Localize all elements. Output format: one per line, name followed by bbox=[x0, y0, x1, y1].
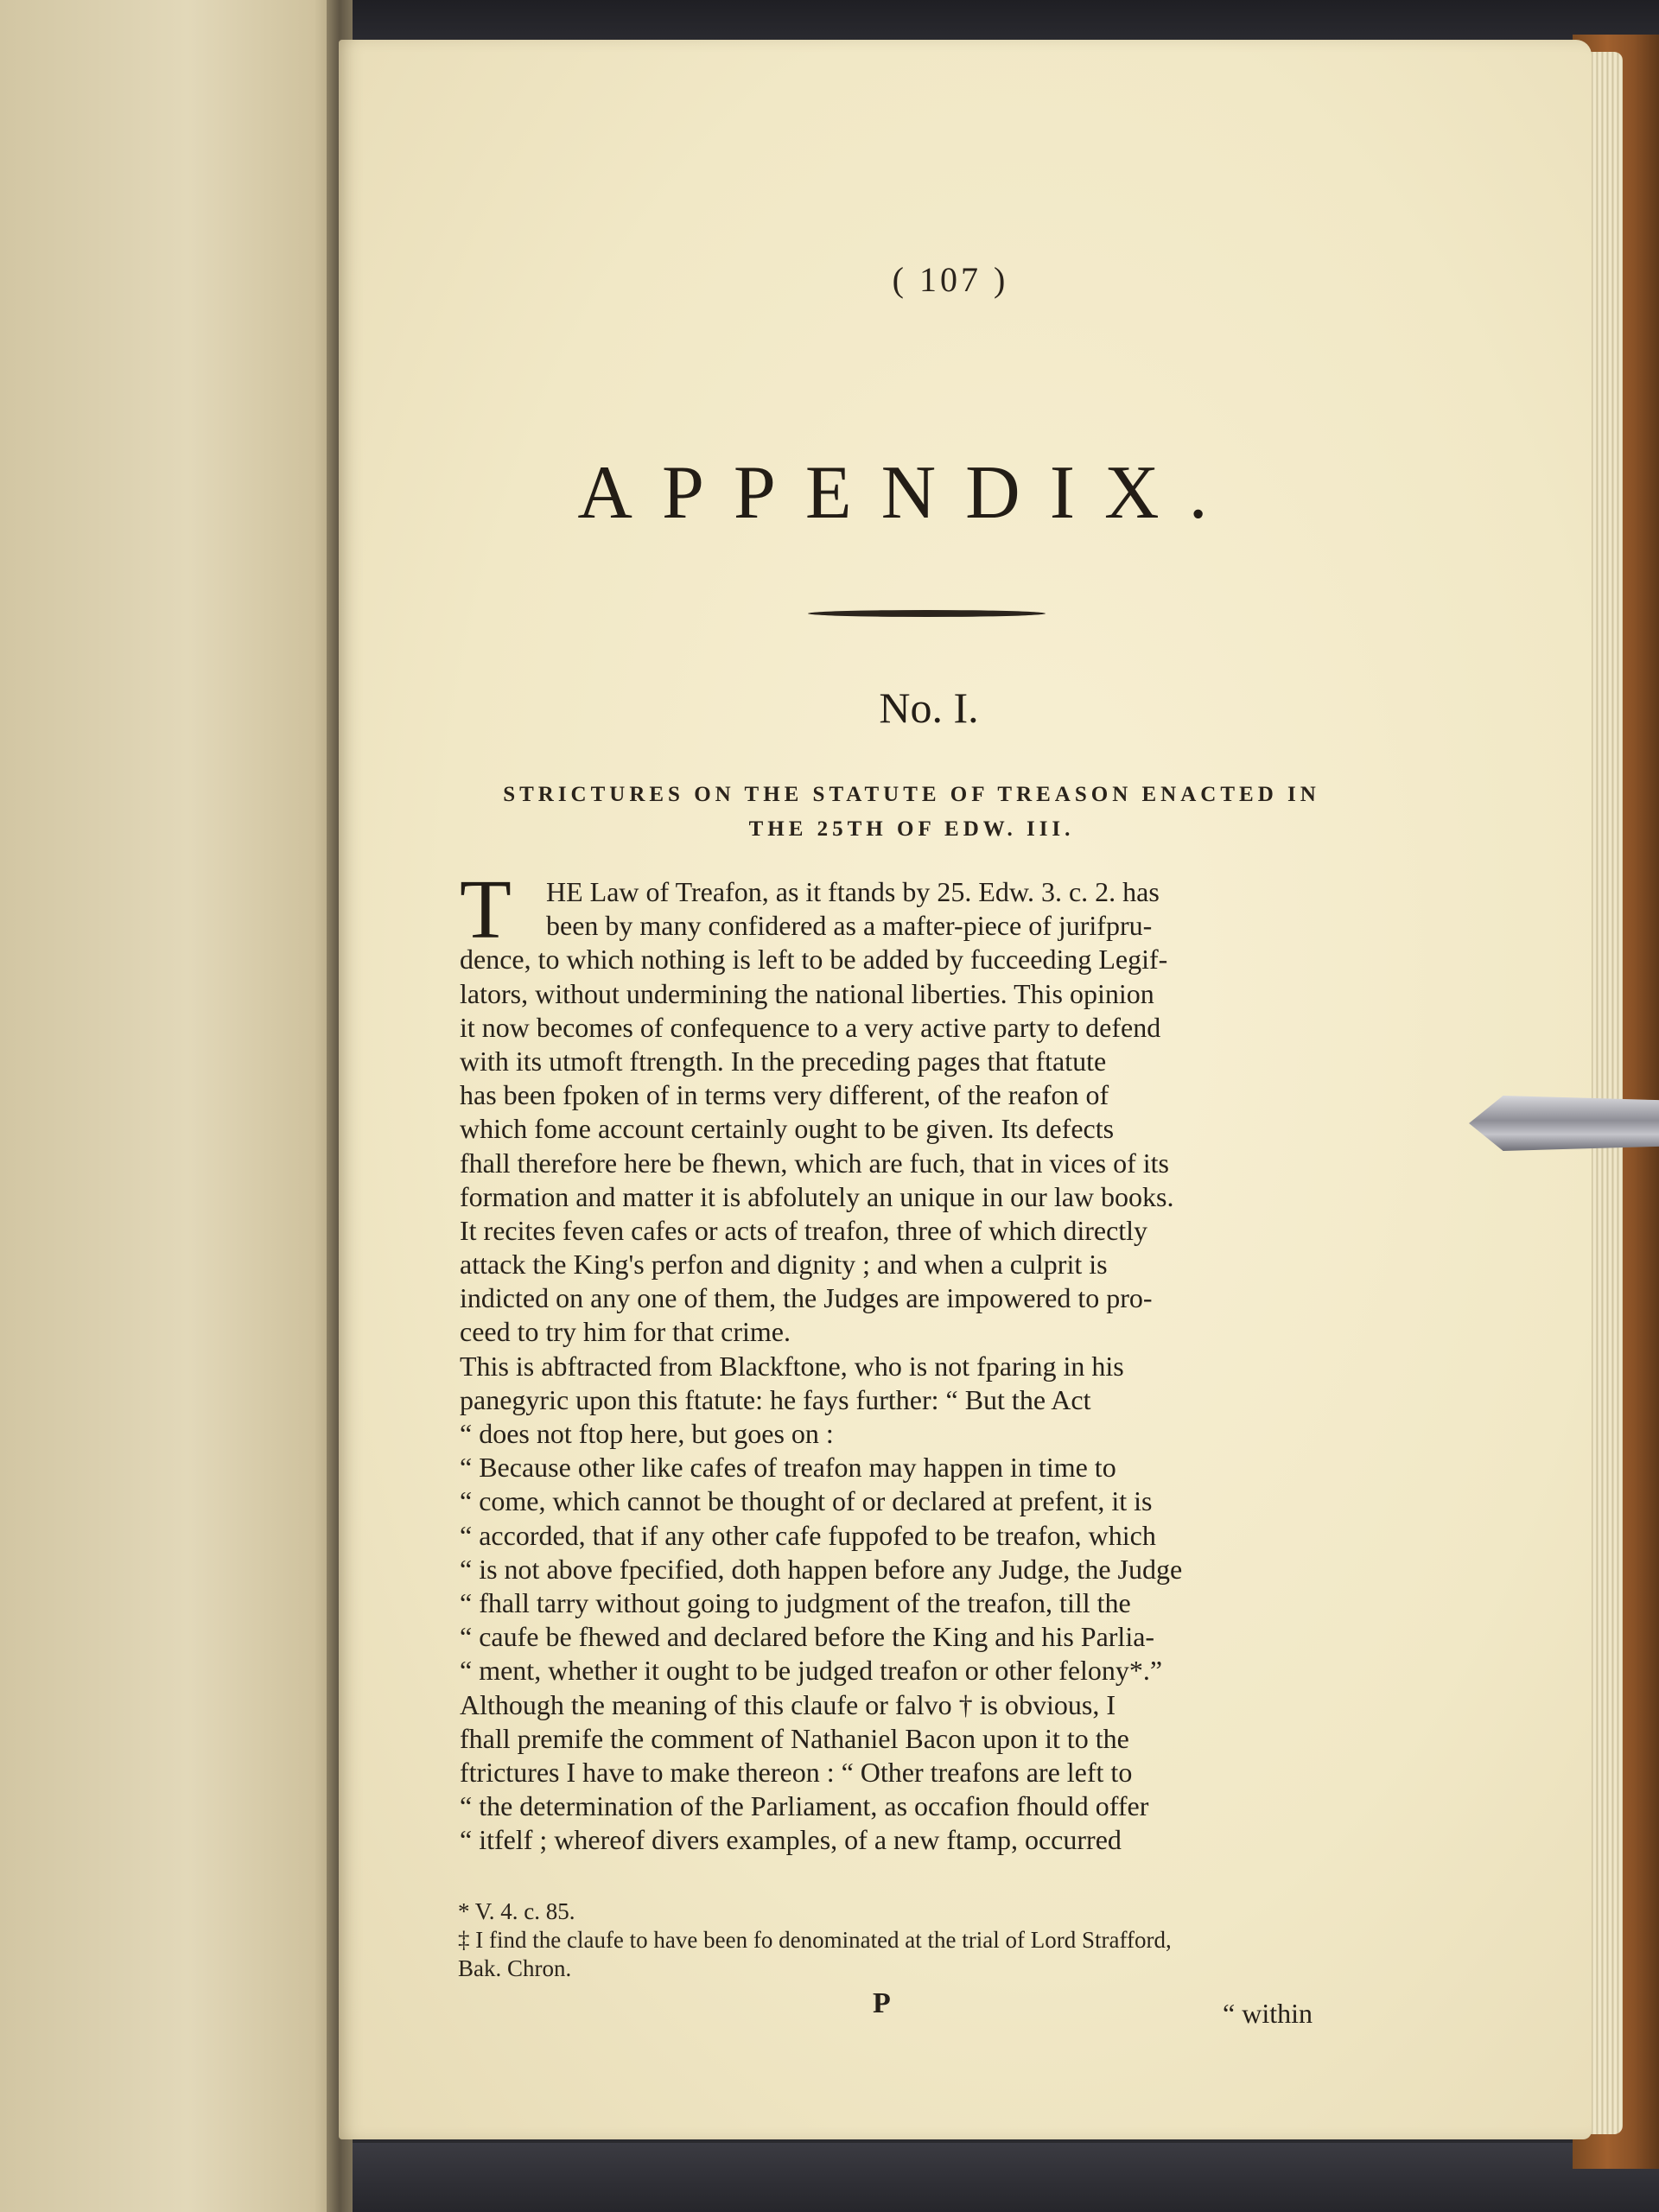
body-line: “ fhall tarry without going to judgment of the treafon, till the bbox=[460, 1586, 1131, 1618]
body-line: dence, to which nothing is left to be added by fucceeding Legif- bbox=[460, 944, 1168, 976]
body-line: with its utmoft ftrength. In the preceding pages that ftatute bbox=[460, 1045, 1107, 1077]
body-line: fhall therefore here be fhewn, which are fuch, that in vices of its bbox=[460, 1147, 1169, 1179]
body-line: which fome account certainly ought to be given. Its defects bbox=[460, 1113, 1115, 1145]
body-line: Although the meaning of this claufe or falvo † is obvious, I bbox=[460, 1688, 1116, 1720]
body-line: lators, without undermining the national liberties. This opinion bbox=[460, 977, 1154, 1009]
body-line: been by many confidered as a mafter-piece of jurifpru- bbox=[546, 910, 1153, 942]
footnote: * V. 4. c. 85. bbox=[458, 1898, 575, 1924]
page-number: ( 107 ) bbox=[892, 260, 1009, 299]
body-line: indicted on any one of them, the Judges are impowered to pro- bbox=[460, 1282, 1153, 1314]
footnote: ‡ I find the claufe to have been fo denominated at the trial of Lord Strafford, bbox=[458, 1927, 1172, 1953]
body-line: ftrictures I have to make thereon : “ Other treafons are left to bbox=[460, 1756, 1133, 1788]
page-title: APPENDIX. bbox=[577, 451, 1237, 535]
section-number: No. I. bbox=[879, 683, 979, 732]
body-line: “ accorded, that if any other cafe fuppofed to be treafon, which bbox=[460, 1519, 1156, 1551]
body-line: “ Because other like cafes of treafon may happen in time to bbox=[460, 1452, 1116, 1484]
body-line: attack the King's perfon and dignity ; and when a culprit is bbox=[460, 1249, 1108, 1281]
subtitle-line: THE 25TH OF EDW. III. bbox=[748, 817, 1075, 841]
metal-bookmark bbox=[1469, 1096, 1659, 1151]
body-line: ceed to try him for that crime. bbox=[460, 1316, 791, 1348]
body-text bbox=[460, 863, 1358, 1857]
body-line: “ caufe be fhewed and declared before the King and his Parlia- bbox=[460, 1621, 1155, 1653]
drop-cap: T bbox=[460, 863, 512, 957]
body-line: This is abftracted from Blackftone, who is not fparing in his bbox=[460, 1350, 1124, 1382]
title-rule bbox=[808, 610, 1046, 617]
body-line: “ ment, whether it ought to be judged treafon or other felony*.” bbox=[460, 1655, 1163, 1687]
body-line: It recites feven cafes or acts of treafon, three of which directly bbox=[460, 1214, 1148, 1246]
body-line: it now becomes of confequence to a very active party to defend bbox=[460, 1011, 1161, 1043]
body-line: “ come, which cannot be thought of or declared at prefent, it is bbox=[460, 1485, 1153, 1517]
body-line: has been fpoken of in terms very different, of the reafon of bbox=[460, 1079, 1109, 1111]
body-line: panegyric upon this ftatute: he fays further: “ But the Act bbox=[460, 1383, 1091, 1415]
catchword: “ within bbox=[1223, 1998, 1313, 2029]
body-line: fhall premife the comment of Nathaniel Bacon upon it to the bbox=[460, 1722, 1129, 1754]
left-page bbox=[0, 0, 341, 2212]
body-line: “ does not ftop here, but goes on : bbox=[460, 1418, 834, 1449]
body-line: formation and matter it is abfolutely an unique in our law books. bbox=[460, 1180, 1174, 1212]
body-line: HE Law of Treafon, as it ftands by 25. Edw. 3. c. 2. has bbox=[546, 876, 1160, 907]
signature-mark: P bbox=[873, 1987, 891, 2019]
footnote: Bak. Chron. bbox=[458, 1955, 572, 1981]
body-line: “ itfelf ; whereof divers examples, of a new ftamp, occurred bbox=[460, 1824, 1122, 1856]
section-subtitle bbox=[458, 778, 1365, 847]
body-line: “ is not above fpecified, doth happen before any Judge, the Judge bbox=[460, 1553, 1183, 1585]
subtitle-line: STRICTURES ON THE STATUTE OF TREASON ENACTED IN bbox=[503, 783, 1320, 806]
footnotes bbox=[458, 1897, 1357, 1983]
body-line: “ the determination of the Parliament, as occafion fhould offer bbox=[460, 1790, 1149, 1822]
